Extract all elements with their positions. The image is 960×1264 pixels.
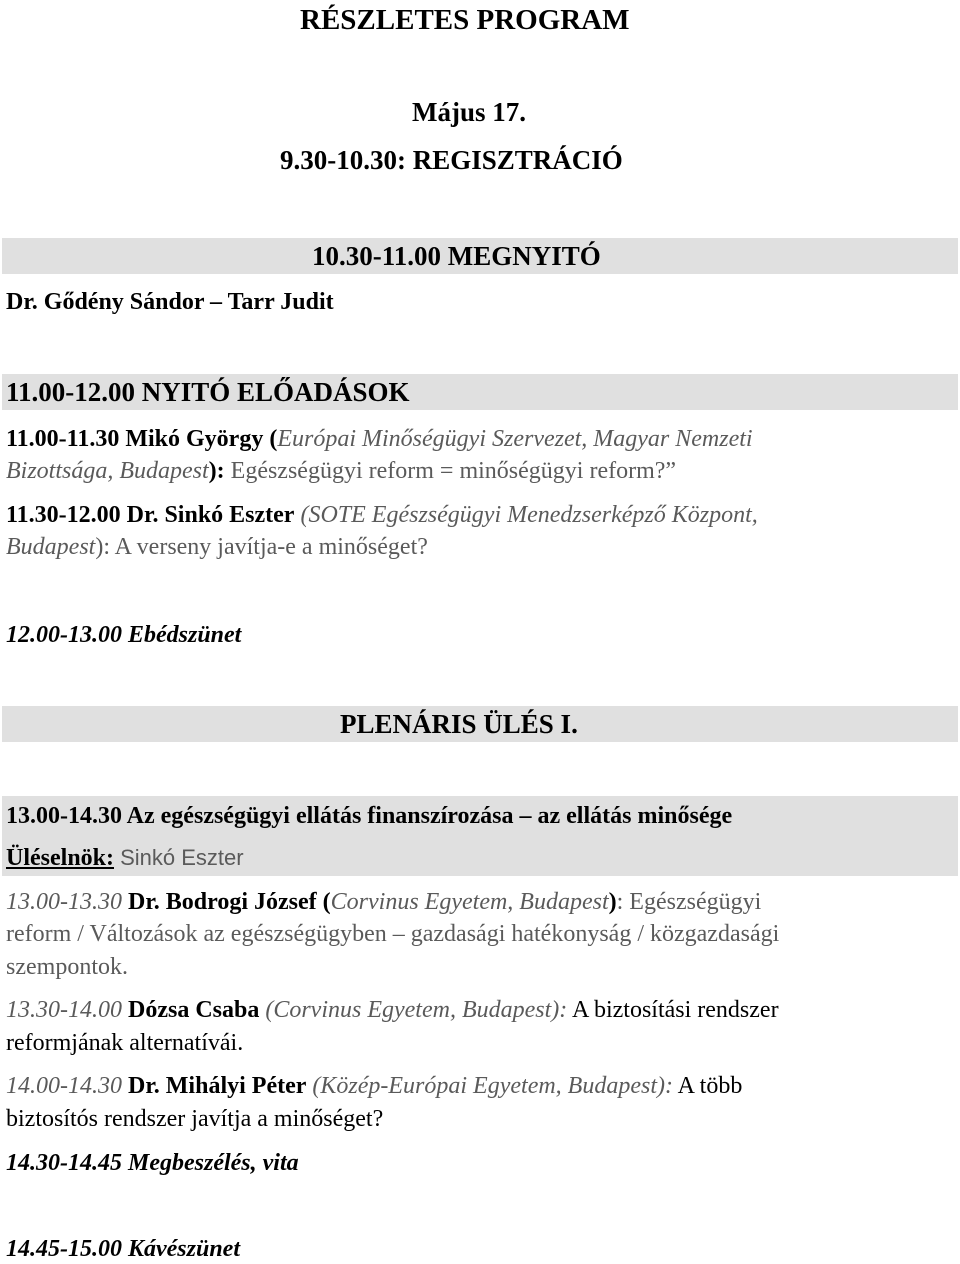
talk-2-line-2 (6, 532, 428, 562)
talk-1-paren-close: ): (208, 458, 225, 484)
plenary-talk-1-line-1: 13.00-13.30 Dr. Bodrogi József (Corvinus Egyetem, Budapest): Egészségügyi (6, 889, 762, 915)
talk-2-time: 11.30-12.00 (6, 502, 121, 528)
talk-2-title: ): A verseny javítja-e a minőséget? (95, 534, 428, 560)
plenary-heading: PLENÁRIS ÜLÉS I. (340, 709, 578, 739)
chair-label: Üléselnök: (6, 845, 114, 871)
plenary-talk-3-line-1 (6, 1071, 742, 1101)
plenary-talk-3-affiliation: (Közép-Európai Egyetem, Budapest): (312, 1073, 673, 1099)
plenary-talk-3-line-2: biztosítós rendszer javítja a minőséget? (6, 1106, 384, 1132)
plenary-talk-2-line-1 (6, 995, 779, 1025)
talk-1-title: Egészségügyi reform = minőségügyi reform?” (230, 458, 677, 484)
coffee-break: 14.45-15.00 Kávészünet (6, 1236, 240, 1262)
chair-name: Sinkó Eszter (114, 845, 244, 870)
talk-1-affiliation-part-2: Bizottsága, Budapest (6, 458, 209, 484)
discussion: 14.30-14.45 Megbeszélés, vita (6, 1150, 299, 1176)
plenary-talk-1-affiliation: Corvinus Egyetem, Budapest (330, 889, 609, 915)
plenary-talk-2-speaker: Dózsa Csaba (128, 997, 260, 1023)
plenary-talk-3-time: 14.00-14.30 (6, 1073, 122, 1099)
plenary-talk-2-title-part-1: A biztosítási rendszer (571, 997, 779, 1023)
plenary-talk-3-title-part-1: A több (677, 1073, 743, 1099)
lunch-break: 12.00-13.00 Ebédszünet (6, 622, 242, 648)
talk-1-affiliation-part-1: Európai Minőségügyi Szervezet, Magyar Nemzeti (277, 426, 753, 452)
opening-heading: 10.30-11.00 MEGNYITÓ (312, 241, 601, 271)
talk-2-affiliation-part-2: Budapest (6, 534, 96, 560)
plenary-talk-1-speaker: Dr. Bodrogi József (128, 889, 317, 915)
talk-1-speaker: Mikó György (125, 426, 264, 452)
session-title: 13.00-14.30 Az egészségügyi ellátás finanszírozása – az ellátás minősége (6, 803, 733, 829)
page-title: RÉSZLETES PROGRAM (300, 4, 630, 36)
talk-2-affiliation-part-1: (SOTE Egészségügyi Menedzserképző Központ, (300, 502, 758, 528)
talk-2-line-1 (6, 500, 758, 530)
opening-talks-heading: 11.00-12.00 NYITÓ ELŐADÁSOK (6, 377, 410, 407)
talk-1-paren-open: ( (269, 426, 278, 452)
session-chair (6, 843, 244, 873)
talk-2-speaker: Dr. Sinkó Eszter (126, 502, 295, 528)
plenary-talk-3-speaker: Dr. Mihályi Péter (128, 1073, 307, 1099)
talk-1-line-2 (6, 456, 676, 486)
plenary-talk-1-line-2: reform / Változások az egészségügyben – gazdasági hatékonyság / közgazdasági (6, 921, 780, 947)
plenary-talk-2-affiliation: (Corvinus Egyetem, Budapest): (265, 997, 568, 1023)
event-date: Május 17. (412, 97, 526, 127)
plenary-talk-2-time: 13.30-14.00 (6, 997, 122, 1023)
plenary-talk-1-title-part-1: Egészségügyi (629, 889, 762, 915)
plenary-talk-2-line-2: reformjának alternatívái. (6, 1030, 244, 1056)
talk-1-time: 11.00-11.30 (6, 426, 120, 452)
registration-line: 9.30-10.30: REGISZTRÁCIÓ (280, 145, 623, 175)
talk-1-line-1 (6, 424, 753, 454)
plenary-talk-1-line-3: szempontok. (6, 954, 128, 980)
opening-speakers: Dr. Gődény Sándor – Tarr Judit (6, 289, 334, 315)
plenary-talk-1-time: 13.00-13.30 (6, 889, 122, 915)
